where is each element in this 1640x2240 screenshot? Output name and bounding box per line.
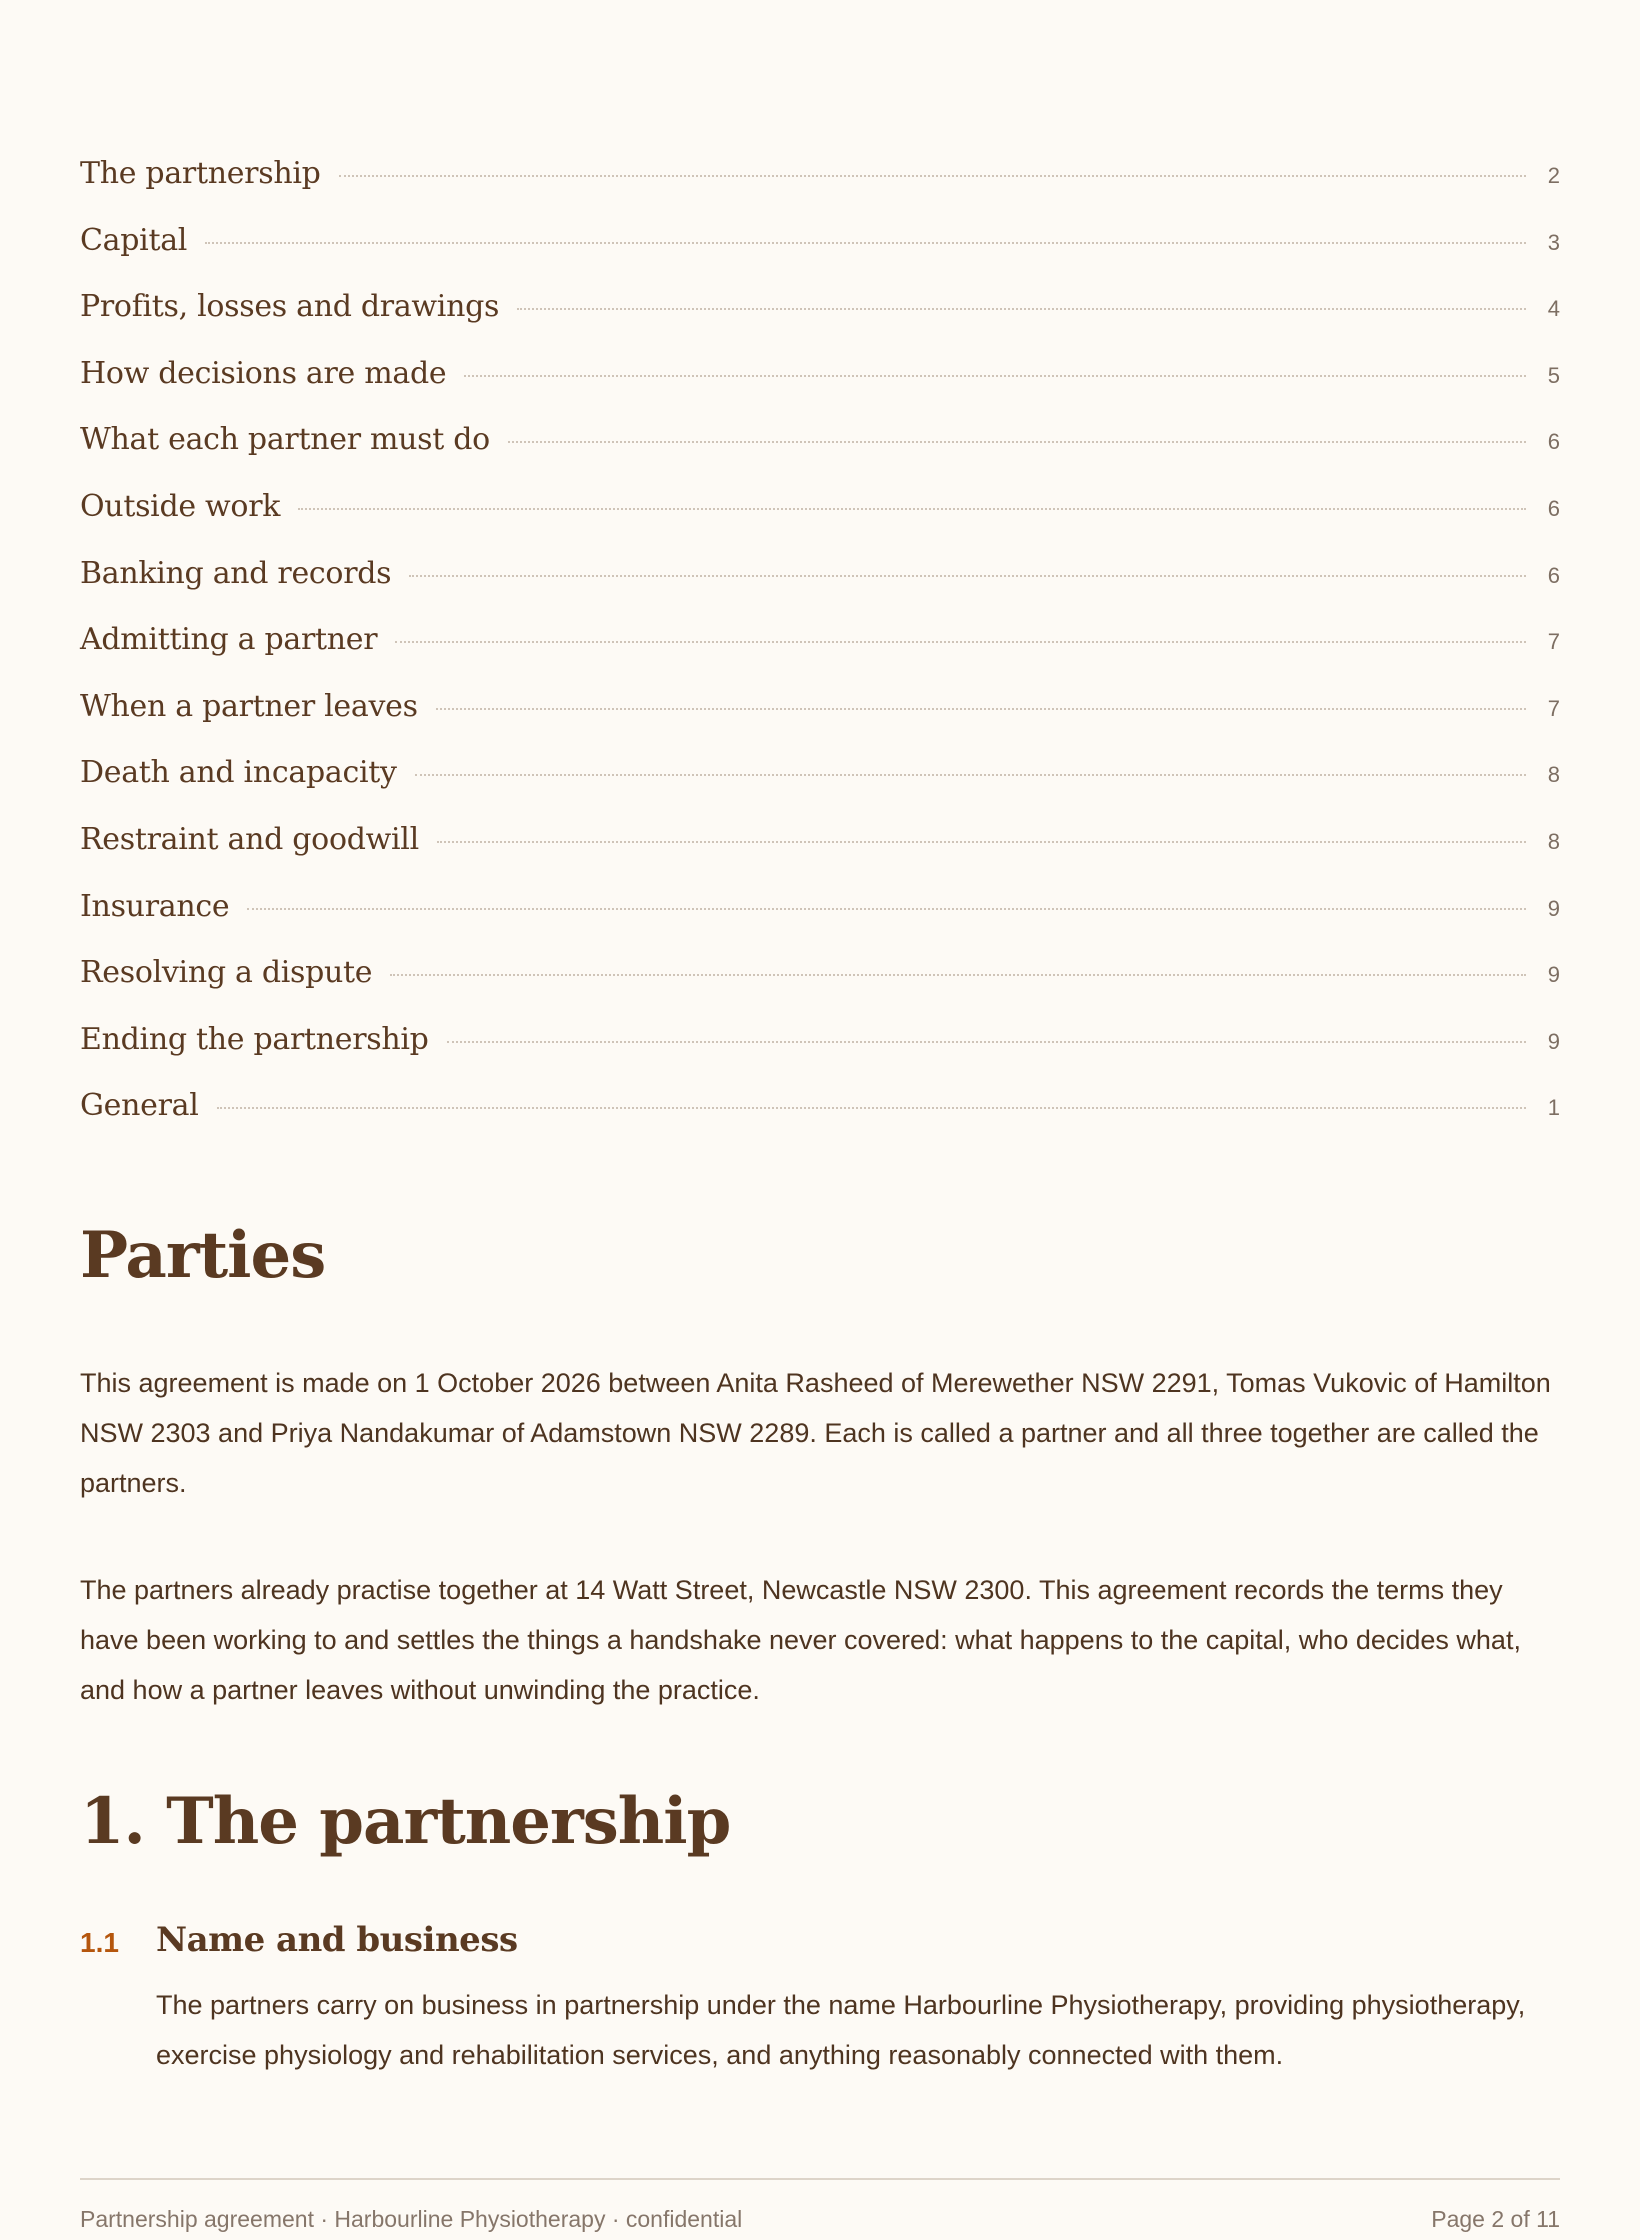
toc-leader — [464, 375, 1526, 377]
toc-entry-title: Insurance — [80, 888, 230, 924]
toc-entry[interactable] — [80, 689, 1560, 756]
toc-entry-page: 7 — [1547, 695, 1560, 721]
toc-entry-page: 4 — [1547, 296, 1560, 322]
toc-entry[interactable] — [80, 422, 1560, 489]
clause-number: 1.1 — [80, 1927, 119, 1958]
toc-entry-title: The partnership — [80, 156, 321, 191]
toc-entry[interactable] — [80, 755, 1560, 822]
toc-leader — [395, 641, 1526, 643]
toc-leader — [517, 308, 1526, 310]
parties-heading: Parties — [80, 1218, 326, 1293]
toc-leader — [205, 242, 1526, 244]
toc-entry[interactable] — [80, 622, 1560, 689]
toc-entry[interactable] — [80, 889, 1560, 956]
toc-entry-title: Admitting a partner — [80, 622, 378, 658]
toc-leader — [447, 1041, 1526, 1043]
toc-entry-page: 6 — [1547, 495, 1560, 521]
toc-entry-title: Resolving a dispute — [80, 955, 373, 991]
footer-page-number: Page 2 of 11 — [1431, 2206, 1560, 2232]
toc-entry[interactable] — [80, 289, 1560, 356]
toc-entry-title: How decisions are made — [80, 355, 447, 391]
toc-entry-page: 8 — [1547, 828, 1560, 854]
toc-entry-title: Capital — [80, 222, 188, 258]
toc-entry-page: 9 — [1547, 895, 1560, 921]
toc-entry[interactable] — [80, 1088, 1560, 1155]
toc-entry-page: 5 — [1547, 362, 1560, 388]
toc-entry-title: Restraint and goodwill — [80, 821, 419, 857]
toc-entry-title: What each partner must do — [80, 422, 490, 458]
toc-entry-title: Ending the partnership — [80, 1021, 429, 1057]
toc-entry-title: Profits, losses and drawings — [80, 289, 500, 325]
footer-document-label: Partnership agreement · Harbourline Physiotherapy · confidential — [80, 2206, 743, 2232]
toc-entry[interactable] — [80, 1022, 1560, 1089]
toc-leader — [390, 974, 1526, 976]
toc-entry[interactable] — [80, 556, 1560, 623]
toc-entry-title: When a partner leaves — [80, 688, 418, 724]
toc-leader — [436, 708, 1526, 710]
toc-leader — [508, 441, 1526, 443]
toc-leader — [437, 841, 1526, 843]
parties-paragraph: This agreement is made on 1 October 2026 between Anita Rasheed of Merewether NSW 2291, Tomas Vukovic of Hamilton NSW 2303 and Priya Nandakumar of Adamstown NSW 2289. Each is called a partner and all three together are called the partners. — [80, 1368, 1551, 1498]
toc-entry[interactable] — [80, 955, 1560, 1022]
toc-entry-page: 7 — [1547, 629, 1560, 655]
toc-entry-page: 2 — [1547, 163, 1560, 188]
toc-entry-title: Banking and records — [80, 555, 392, 591]
toc-entry[interactable] — [80, 356, 1560, 423]
toc-leader — [217, 1107, 1526, 1109]
toc-entry[interactable] — [80, 489, 1560, 556]
toc-entry-page: 9 — [1547, 1028, 1560, 1054]
toc-entry-title: Death and incapacity — [80, 755, 397, 791]
toc-entry-title: Outside work — [80, 488, 281, 524]
section-heading: 1. The partnership — [80, 1784, 731, 1859]
toc-entry-page: 8 — [1547, 762, 1560, 788]
table-of-contents — [80, 156, 1560, 1155]
toc-entry-page: 6 — [1547, 429, 1560, 455]
parties-paragraph: The partners already practise together at 14 Watt Street, Newcastle NSW 2300. This agreement records the terms they have been working to and settles the things a handshake never covered: what happens to the capital, who decides what, and how a partner leaves without unwinding the practice. — [80, 1575, 1521, 1705]
toc-entry-page: 6 — [1547, 562, 1560, 588]
toc-leader — [298, 508, 1526, 510]
toc-entry-page: 3 — [1547, 229, 1560, 255]
toc-entry-page: 9 — [1547, 962, 1560, 988]
toc-entry-title: General — [80, 1088, 199, 1124]
toc-leader — [339, 175, 1526, 177]
clause-title: Name and business — [156, 1920, 518, 1960]
toc-leader — [247, 908, 1526, 910]
document-page — [80, 0, 1560, 2240]
clause-body: The partners carry on business in partnership under the name Harbourline Physiotherapy, providing physiotherapy, exercise physiology and rehabilitation services, and anything reasonably connected with them. — [156, 1990, 1526, 2070]
toc-entry[interactable] — [80, 223, 1560, 290]
footer-divider — [80, 2178, 1560, 2180]
toc-entry[interactable] — [80, 822, 1560, 889]
toc-entry[interactable] — [80, 156, 1560, 223]
toc-leader — [409, 575, 1526, 577]
toc-entry-page: 1 — [1547, 1095, 1560, 1121]
toc-leader — [415, 774, 1526, 776]
